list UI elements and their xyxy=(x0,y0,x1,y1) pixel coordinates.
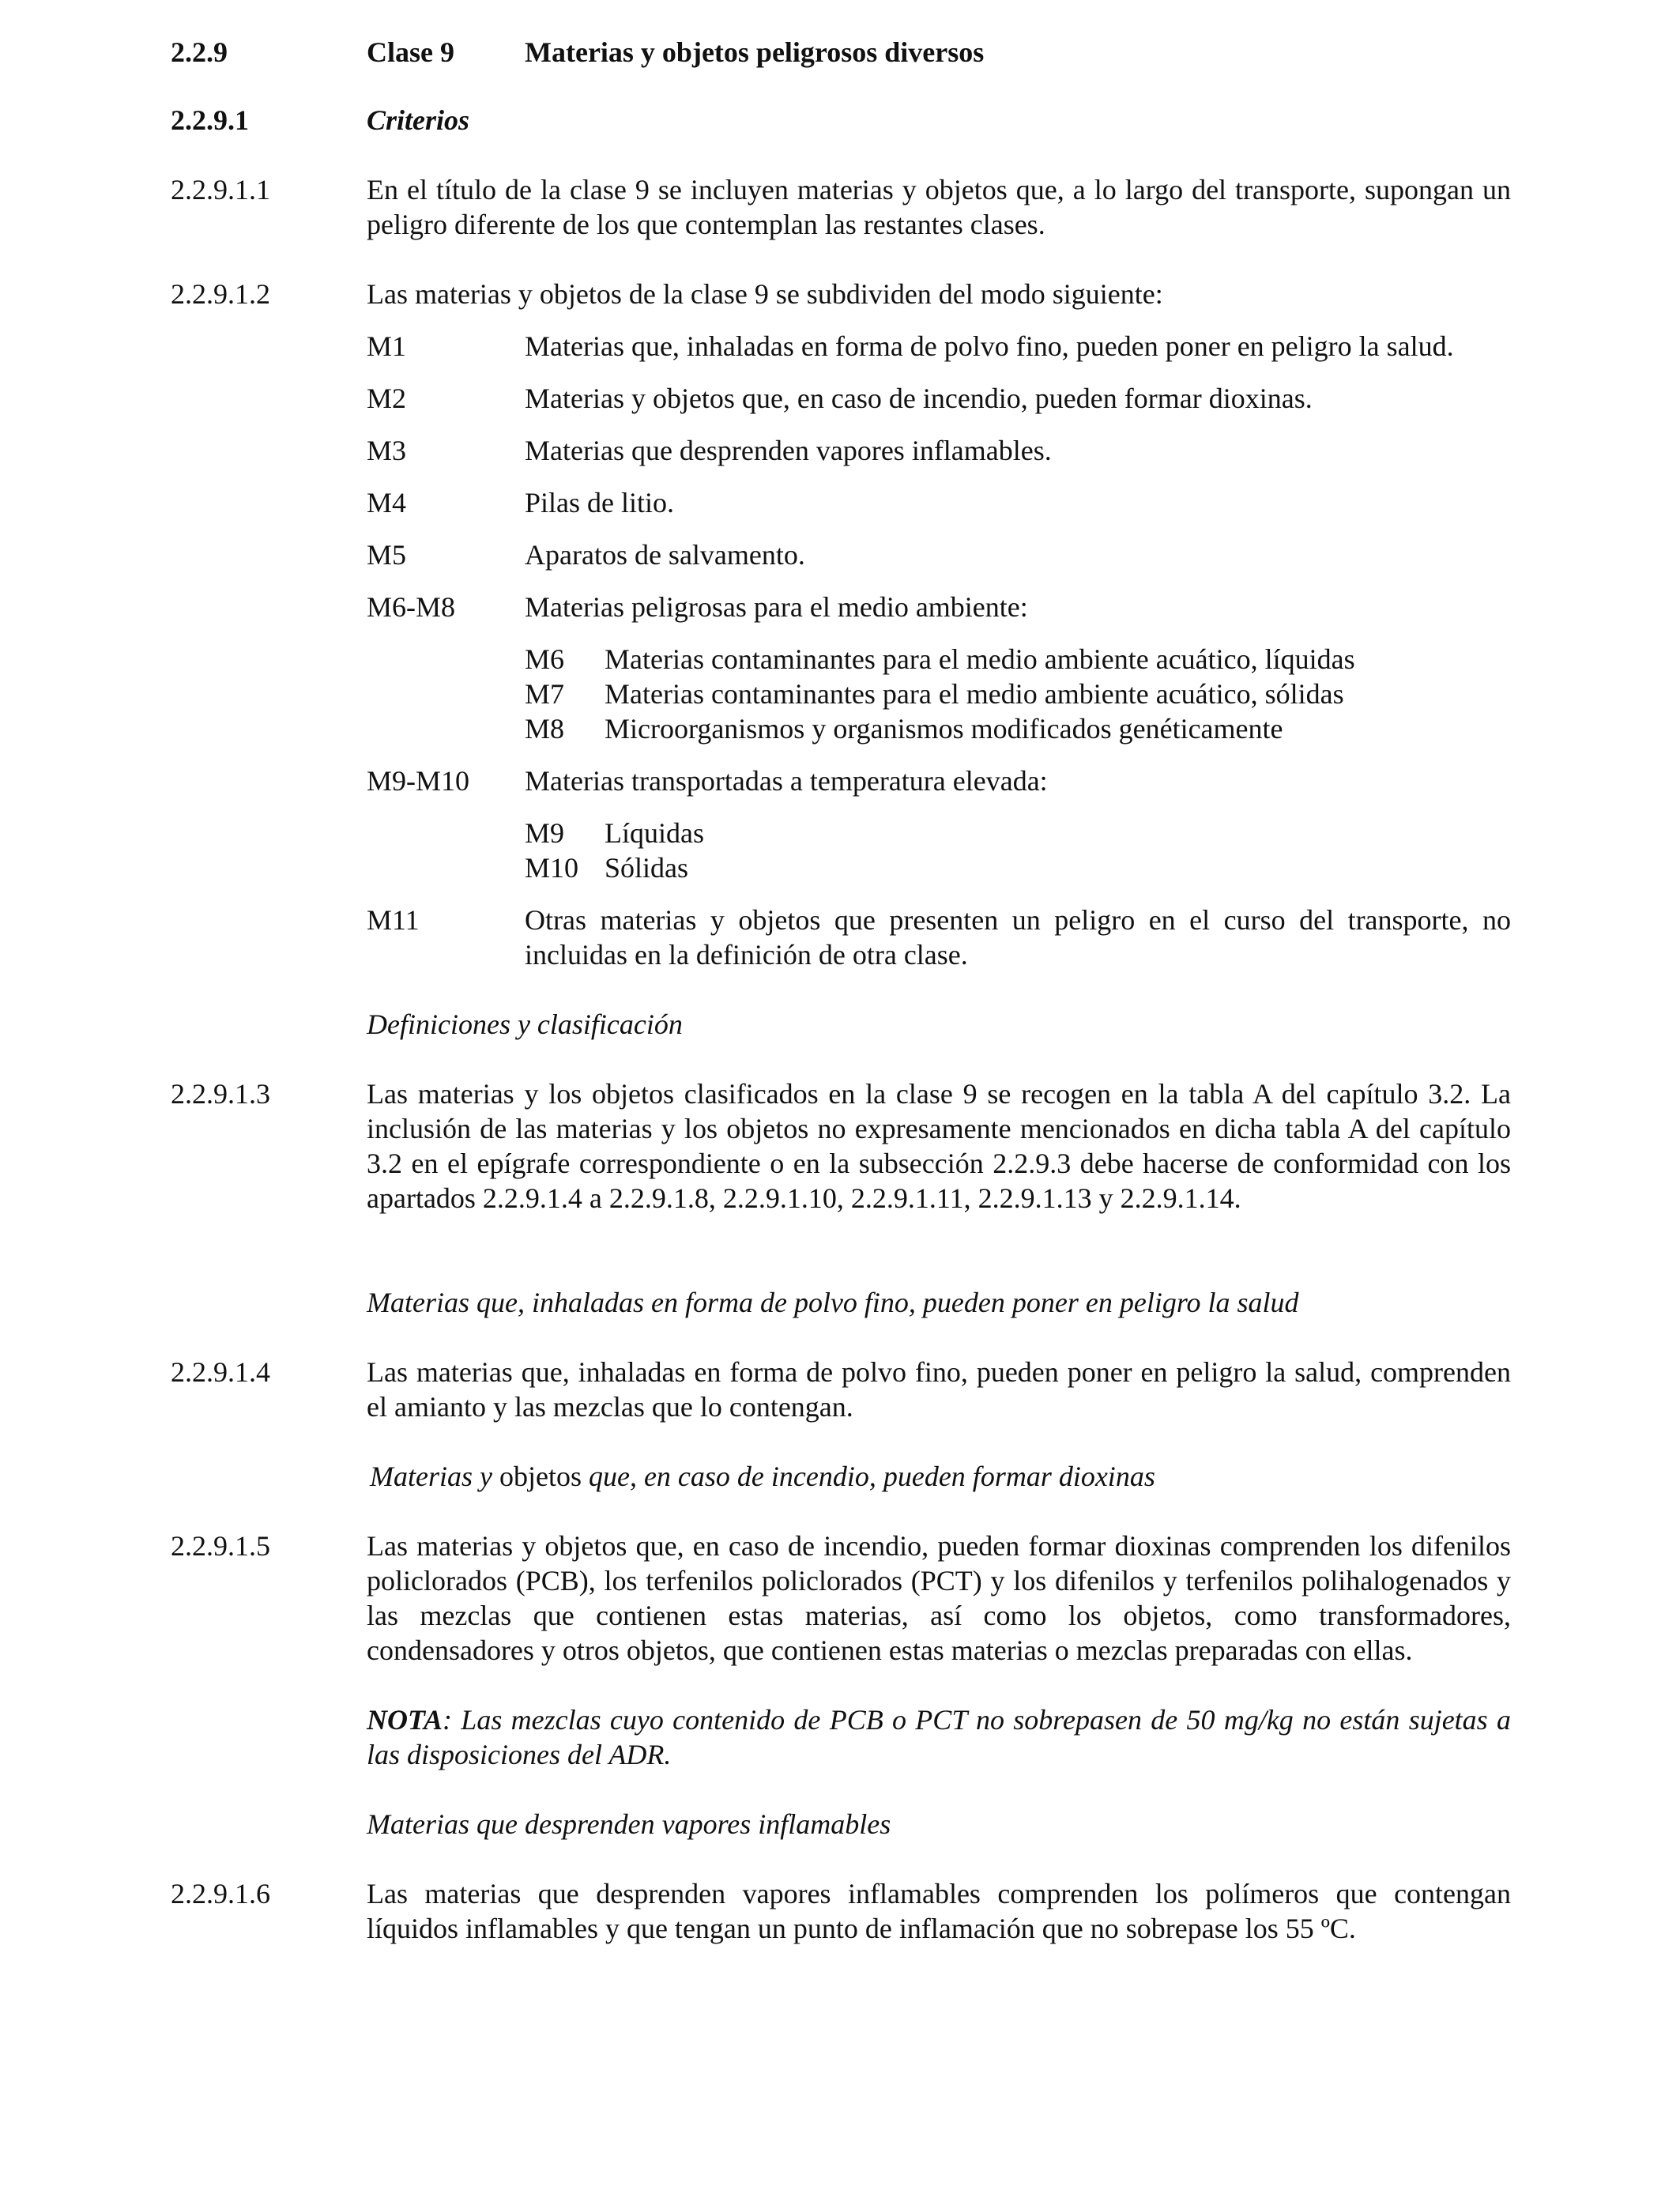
note-label: NOTA xyxy=(367,1704,443,1736)
subcode-label: M8 xyxy=(525,713,565,745)
paragraph-number: 2.2.9.1.1 xyxy=(171,174,270,205)
code-text: Materias y objetos que, en caso de incendio, pueden formar dioxinas. xyxy=(525,383,1313,414)
code-text: Otras materias y objetos que presenten un peligro en el curso del transporte, no incluidas en la definición de otra clase. xyxy=(525,904,1511,971)
criteria-number: 2.2.9.1 xyxy=(171,104,249,136)
note xyxy=(367,1702,1511,1772)
code-text: Aparatos de salvamento. xyxy=(525,539,805,571)
subcode-text: Materias contaminantes para el medio ambiente acuático, líquidas xyxy=(605,643,1355,675)
subcode-text: Materias contaminantes para el medio ambiente acuático, sólidas xyxy=(605,678,1344,710)
subcode-label: M7 xyxy=(525,678,565,710)
paragraph-number: 2.2.9.1.5 xyxy=(171,1530,270,1562)
subcode-label: M9 xyxy=(525,817,565,849)
code-text: Pilas de litio. xyxy=(525,487,674,518)
subheading: Materias que, inhaladas en forma de polvo fino, pueden poner en peligro la salud xyxy=(367,1287,1299,1318)
paragraph-number: 2.2.9.1.6 xyxy=(171,1878,270,1909)
paragraph-number: 2.2.9.1.4 xyxy=(171,1356,270,1388)
paragraph-number: 2.2.9.1.2 xyxy=(171,278,270,310)
code-text: Materias que, inhaladas en forma de polvo fino, pueden poner en peligro la salud. xyxy=(525,330,1454,362)
code-label: M1 xyxy=(367,330,407,362)
subcode-text: Microorganismos y organismos modificados genéticamente xyxy=(605,713,1283,745)
subheading: Definiciones y clasificación xyxy=(367,1008,683,1040)
code-label: M3 xyxy=(367,435,407,466)
subheading xyxy=(370,1459,1155,1494)
code-label: M6-M8 xyxy=(367,591,456,623)
code-text: Materias que desprenden vapores inflamables. xyxy=(525,435,1052,466)
code-label: M11 xyxy=(367,904,420,936)
subcode-label: M6 xyxy=(525,643,565,675)
subheading-part: que, en caso de incendio, pueden formar dioxinas xyxy=(588,1461,1155,1492)
section-class-label: Clase 9 xyxy=(367,36,454,68)
subcode-text: Líquidas xyxy=(605,817,704,849)
paragraph-text: Las materias que, inhaladas en forma de polvo fino, pueden poner en peligro la salud, comprenden el amianto y las mezclas que lo contengan. xyxy=(367,1356,1511,1423)
code-label: M2 xyxy=(367,383,407,414)
code-label: M4 xyxy=(367,487,407,518)
subheading-part: objetos xyxy=(499,1461,582,1492)
code-text: Materias peligrosas para el medio ambiente: xyxy=(525,591,1028,623)
subheading: Materias que desprenden vapores inflamables xyxy=(367,1808,891,1840)
subcode-text: Sólidas xyxy=(605,852,689,884)
code-label: M9-M10 xyxy=(367,765,470,797)
subheading-part: Materias y xyxy=(370,1461,492,1492)
paragraph-intro: Las materias y objetos de la clase 9 se subdividen del modo siguiente: xyxy=(367,278,1163,310)
paragraph-number: 2.2.9.1.3 xyxy=(171,1078,270,1110)
paragraph-text: En el título de la clase 9 se incluyen materias y objetos que, a lo largo del transporte, supongan un peligro diferente de los que contemplan las restantes clases. xyxy=(367,174,1511,240)
paragraph-text: Las materias y los objetos clasificados en la clase 9 se recogen en la tabla A del capítulo 3.2. La inclusión de las materias y los objetos no expresamente mencionados en dicha tabla A del capítulo 3.2 en el epígrafe correspondiente o en la subsección 2.2.9.3 debe hacerse de conformidad con los apartados 2.2.9.1.4 a 2.2.9.1.8, 2.2.9.1.10, 2.2.9.1.11, 2.2.9.1.13 y 2.2.9.1.14. xyxy=(367,1078,1511,1214)
code-label: M5 xyxy=(367,539,407,571)
code-text: Materias transportadas a temperatura elevada: xyxy=(525,765,1048,797)
note-text: : Las mezclas cuyo contenido de PCB o PCT no sobrepasen de 50 mg/kg no están sujetas a las disposiciones del ADR. xyxy=(367,1704,1511,1770)
section-number: 2.2.9 xyxy=(171,36,228,68)
paragraph-text: Las materias que desprenden vapores inflamables comprenden los polímeros que contengan líquidos inflamables y que tengan un punto de inflamación que no sobrepase los 55 ºC. xyxy=(367,1878,1511,1944)
paragraph-text: Las materias y objetos que, en caso de incendio, pueden formar dioxinas comprenden los difenilos policlorados (PCB), los terfenilos policlorados (PCT) y los difenilos y terfenilos polihalogenados y las mezclas que contienen estas materias, así como los objetos, como transformadores, condensadores y otros objetos, que contienen estas materias o mezclas preparadas con ellas. xyxy=(367,1530,1511,1666)
section-title: Materias y objetos peligrosos diversos xyxy=(525,36,985,68)
criteria-title: Criterios xyxy=(367,104,470,136)
subcode-label: M10 xyxy=(525,852,579,884)
